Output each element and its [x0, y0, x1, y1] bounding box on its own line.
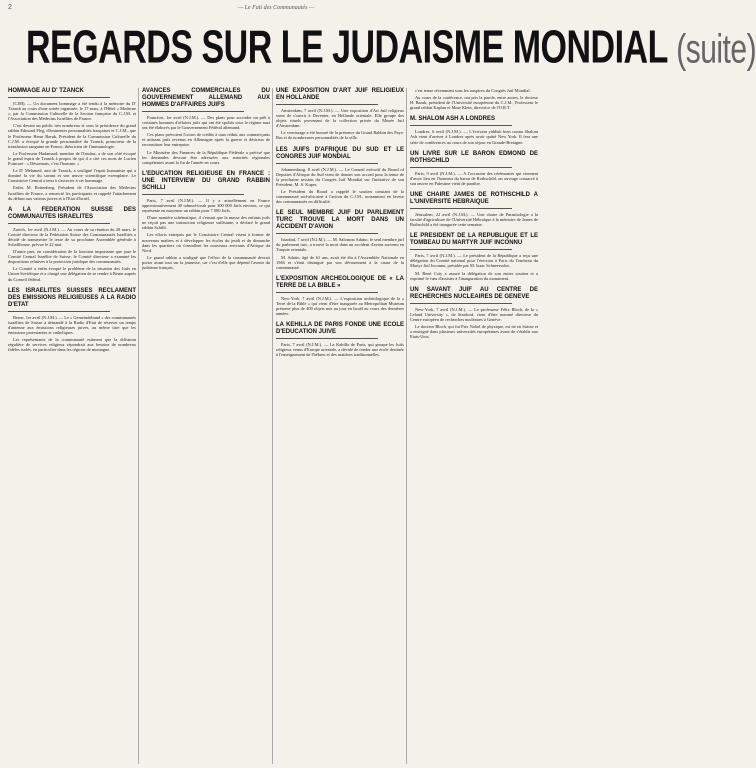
article	[276, 210, 404, 270]
article-headline: L'EDUCATION RELIGIEUSE EN FRANCE : UNE INTERVIEW DU GRAND RABBIN SCHILLI	[142, 171, 270, 195]
article	[410, 88, 538, 110]
article	[410, 287, 538, 340]
article-headline: AVANCES COMMERCIALES DU GOUVERNEMENT ALLEMAND AUX HOMMES D'AFFAIRES JUIFS	[142, 88, 270, 112]
article-headline: UN SAVANT JUIF AU CENTRE DE RECHERCHES NUCLEAIRES DE GENEVE	[410, 287, 538, 304]
article-paragraph: Jérusalem, 22 avril (N.J.M.). — Une chaire de Parasitologie a la faculté d'agriculture de l'Université Hébraïque à la mémoire de James de Rothschild a été inaugurée cette semaine.	[410, 211, 538, 228]
column-divider	[272, 88, 273, 764]
article	[410, 151, 538, 186]
article-paragraph: M. Adatto, âgé de 61 ans, avait été élu à l'Assemblée Nationale en 1946 et s'était distingué par son dévouement à la cause de la communauté.	[276, 254, 404, 270]
column-3	[276, 88, 404, 764]
article-paragraph: Enfin, M. Rottenberg, Président de l'Association des Médecins Israélites de France, a remercié les participants et rappelé l'attachement du défunt aux valeurs juives et à l'Etat d'Israël.	[8, 185, 136, 201]
article	[410, 233, 538, 280]
article-paragraph: Johannesburg, 8 avril (N.J.M.). — Le Conseil exécutif du Board of Deputies d'Afrique du Sud vient de donner son accord pour la tenue de la prochaine session du Congrès Juif Mondial sur l'initiative de son Président, M. S. Kuper.	[276, 166, 404, 187]
column-1	[8, 88, 136, 764]
article-headline: M. SHALOM ASH A LONDRES	[410, 116, 538, 126]
article-paragraph: Paris, 7 avril (N.J.M.). — Le président de la République a reçu une délégation du Comité national pour l'érection à Paris du Tombeau du Martyr Juif Inconnu, présidée par M. Isaac Schneersohn.	[410, 253, 538, 269]
article-headline: UNE EXPOSITION D'ART JUIF RELIGIEUX EN HOLLANDE	[276, 88, 404, 105]
article-paragraph: Paris, 7 avril (N.J.M.). — La Kehilla de Paris, qui groupe les Juifs religieux venus d'Europe orientale, a décidé de fonder une école destinée à l'enseignement de l'hébreu et des matières traditionnelles.	[276, 342, 404, 358]
article-paragraph: Francfort, 1er avril (N.J.M.). — Des plans pour accorder un prêt à certaines hommes d'affaires juifs qui ont été spoliés sous le régime nazi ont été élaborés par le Gouvernement Fédéral allemand.	[142, 115, 270, 131]
title-suite: (suite)	[676, 27, 756, 72]
article-paragraph: D'une manière schématique, il s'ensuit que la masse des enfants juifs ne reçoit pas une instruction religieuse suffisante, a déclaré le grand rabbin Schilli.	[142, 215, 270, 231]
article-headline: UNE CHAIRE JAMES DE ROTHSCHILD A L'UNIVERSITE HEBRAIQUE	[410, 192, 538, 209]
article	[276, 88, 404, 141]
article-paragraph: New-York, 7 avril (N.J.M.). — Le professeur Félix Bloch, de la « Leland University », de Stanford, vient d'être nommé directeur du Centre européen de recherches nucléaires à Genève.	[410, 306, 538, 322]
article-headline: LE SEUL MEMBRE JUIF DU PARLEMENT TURC TROUVE LA MORT DANS UN ACCIDENT D'AVION	[276, 210, 404, 234]
article	[276, 147, 404, 205]
column-divider	[138, 88, 139, 764]
article	[276, 276, 404, 316]
article-paragraph: c'est tenue récemment sous les auspices du Congrès Juif Mondial.	[415, 88, 531, 93]
article-headline: L'EXPOSITION ARCHEOLOGIQUE DE « LA TERRE DE LA BIBLE »	[276, 276, 404, 293]
article-paragraph: D'autre part, en considération de la fonction importante que joue le Comité Central Israélite de Suisse, le Comité directeur a examiné les dispositions relatives à la protection juridique des communautés.	[8, 249, 136, 265]
article-paragraph: Les représentants de la communauté estiment que la diffusion régulière de services religieux répondrait aux besoins de nombreux fidèles isolés, en particulier dans les régions de montagne.	[8, 337, 136, 353]
page-number: 2	[8, 4, 12, 11]
article	[410, 116, 538, 144]
article	[8, 207, 136, 282]
article-paragraph: Ces plans prévoient l'octroi de crédits à taux réduit aux commerçants et artisans juifs revenus en Allemagne après la guerre et désireux de reconstituer leur entreprise.	[142, 132, 270, 148]
article-paragraph: Le grand rabbin a souligné que l'effort de la communauté devrait porter avant tout sur la jeunesse, car c'est d'elle que dépend l'avenir du judaïsme français.	[142, 254, 270, 270]
article-headline: UN LIVRE SUR LE BARON EDMOND DE ROTHSCHILD	[410, 151, 538, 168]
article-paragraph: Les efforts entrepris par le Consistoire Central visent à former de nouveaux maîtres et à développer les écoles du jeudi et du dimanche dans les quartiers où s'installent les nouveaux arrivants d'Afrique du Nord.	[142, 232, 270, 253]
article-paragraph: Istanbul, 7 avril (N.J.M.). — M. Salomon Adatto, le seul membre juif du parlement turc, a trouvé la mort dans un accident d'avion survenu en Turquie orientale.	[276, 237, 404, 253]
article-paragraph: Le Ministère des Finances de la République Fédérale a précisé que les demandes devront être adressées aux autorités régionales compétentes avant la fin de l'année en cours.	[142, 149, 270, 165]
column-2	[142, 88, 270, 764]
article-paragraph: Le Professeur Hadamard, membre de l'Institut, a de son côté évoqué le grand esprit de Tzanck à propos de qui il a cité ces mots de Lucien Poincaré : « Désormais, c'est l'homme. »	[8, 150, 136, 167]
article-paragraph: Au cours de la conférence, ont pris la parole, entre autres, le docteur H. Baruk, président de l'Université européenne du C.J.M., Professeur le grand rabbin Kaplan et Mme Klein, directrice de l'O.R.T.	[410, 95, 538, 111]
article-paragraph: Londres, 6 avril (N.J.M.). — L'écrivain yiddish bien connu Shalom Ash vient d'arriver à Londres après avoir quitté New York. Il fera une série de conférences au cours de son séjour en Grande-Bretagne.	[410, 129, 538, 145]
column-4	[410, 88, 538, 764]
article-paragraph: Paris, 7 avril (N.J.M.). — Il y a actuellement en France approximativement 40 talmud-torah pour 300 000 Juifs environ, ce qui représente en moyenne un rabbin pour 7 000 Juifs.	[142, 197, 270, 214]
article-paragraph: New-York, 7 avril (N.J.M.). — L'exposition archéologique de la « Terre de la Bible » qui vient d'être inaugurée au Metropolitan Museum présente plus de 400 objets mis au jour en Israël au cours des dernières années.	[276, 295, 404, 317]
article	[8, 88, 136, 201]
running-head: — Le Fait des Communautés —	[237, 5, 315, 11]
article	[142, 171, 270, 270]
article-headline: LE PRESIDENT DE LA REPUBLIQUE ET LE TOMBEAU DU MARTYR JUIF INCONNU	[410, 233, 538, 250]
article-paragraph: M. René Coty a assuré la délégation de son entier soutien et a exprimé le vœu d'assister à l'inauguration du monument.	[410, 270, 538, 281]
article-paragraph: Zurich, 1er avril (N.J.M.). — Au cours de sa réunion du 28 mars, le Comité directeur de la Fédération Suisse des Communautés Israélites a décidé de transmettre le texte de sa prochaine Assemblée générale à Schaffhouse, prévue le 22 mai.	[8, 226, 136, 247]
article-headline: HOMMAGE AU D' TZANCK	[8, 88, 136, 98]
article-paragraph: Le Président du Board a rappelé le soutien constant de la communauté sud-africaine à l'action du C.J.M., notamment en faveur des communautés en difficulté.	[276, 188, 404, 205]
article-paragraph: Amsterdam, 7 avril (N.J.M.). — Une exposition d'Art Juif religieux vient de s'ouvrir à Deventer, en Hollande orientale. Elle groupe des objets rituels provenant de la collection privée du Musée Juif d'Amsterdam.	[276, 108, 404, 129]
article	[276, 322, 404, 357]
article-headline: LES JUIFS D'AFRIQUE DU SUD ET LE CONGRES JUIF MONDIAL	[276, 147, 404, 164]
article-headline: LA KEHILLA DE PARIS FONDE UNE ECOLE D'EDUCATION JUIVE	[276, 322, 404, 339]
article-paragraph: Berne, 1er avril (N.J.M.). — Le « Gemeindebund » des communautés israélites de Suisse a demandé à la Radio d'Etat de réserver un temps d'antenne aux émissions religieuses juives, au même titre que les émissions protestantes et catholiques.	[8, 314, 136, 335]
column-divider	[406, 88, 407, 764]
article	[142, 88, 270, 165]
article-paragraph: Le vernissage a été honoré de la présence du Grand Rabbin des Pays-Bas et de nombreuses personnalités de la ville.	[276, 130, 404, 141]
article-paragraph: Paris, 9 avril (N.J.M.). — A l'occasion des cérémonies qui viennent d'avoir lieu en l'honneur du baron de Rothschild, un ouvrage consacré à son œuvre en Palestine vient de paraître.	[410, 170, 538, 186]
page-title	[26, 22, 756, 90]
title-main: REGARDS SUR LE JUDAISME MONDIAL	[26, 22, 668, 74]
article-headline: A LA FEDERATION SUISSE DES COMMUNAUTES ISRAELITES	[8, 207, 136, 224]
article	[410, 192, 538, 227]
article-paragraph: Le docteur Bloch, qui fut Prix Nobel de physique, est né en Suisse et a enseigné dans plusieurs universités européennes avant de s'établir aux Etats-Unis.	[410, 323, 538, 340]
article	[8, 288, 136, 353]
article-headline: LES ISRAELITES SUISSES RECLAMENT DES EMISSIONS RELIGIEUSES A LA RADIO D'ETAT	[8, 288, 136, 312]
article-paragraph: (CJM). — Un document hommage a été rendu à la mémoire du D' Tzanck au cours d'une soirée organisée, le 17 mars, à l'Hôtel « Moderne », par la Commission Culturelle de la Section française du C.J.M. et l'Association des Médecins Israélites de France.	[8, 101, 136, 122]
article-paragraph: Le Comité a enfin évoqué le problème de la situation des Juifs en Union Soviétique et a chargé une délégation de se rendre à Berne auprès du Conseil fédéral.	[8, 266, 136, 282]
article-paragraph: Le D' Melamed, ami de Tzanck, a souligné l'esprit humaniste qui a dominé la vie du savant et son œuvre scientifique exemplaire. Le Consistoire Central a tenu à s'associer à cet hommage.	[8, 168, 136, 184]
article-paragraph: C'est devant un public très nombreux et sous la présidence du grand rabbin Edmond Fleg, d'éminentes personnalités françaises et C.J.M., que le Professeur Henri Baruk, Président de la Commission Culturelle du C.J.M. a évoqué la grande personnalité du Tzanck, promoteur de la transfusion sanguine en France, théoricien de l'immunologie.	[8, 123, 136, 149]
